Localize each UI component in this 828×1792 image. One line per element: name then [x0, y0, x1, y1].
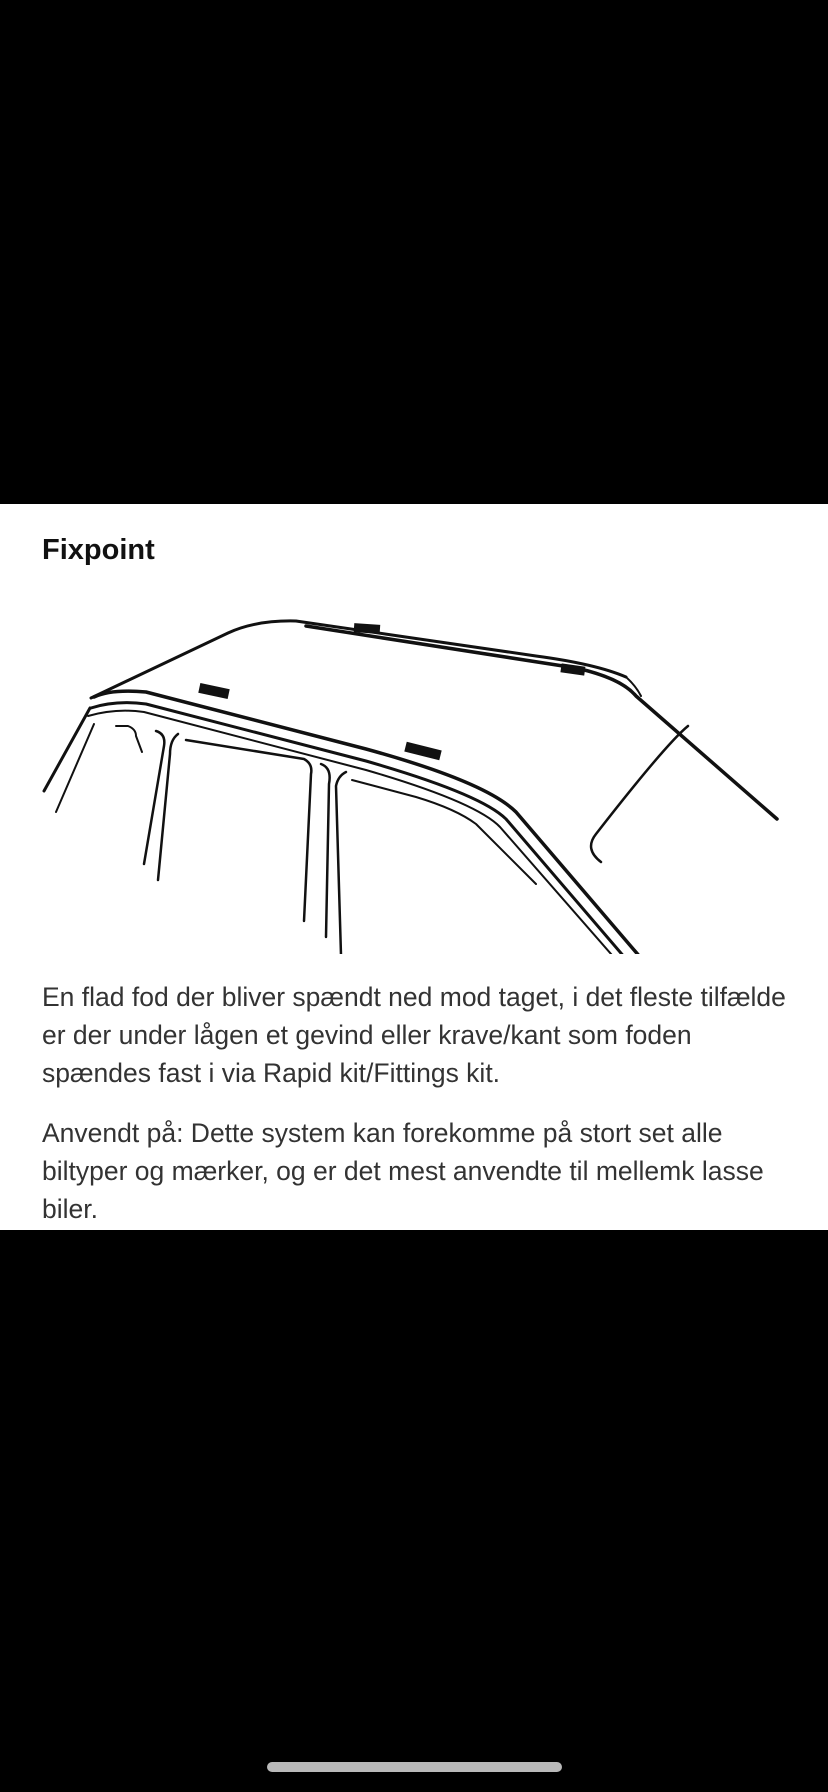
usage-paragraph: Anvendt på: Dette system kan forekomme på stort set alle biltyper og mærker, og er det mest anvendte til mellemk lasse biler. [42, 1118, 764, 1224]
page-title: Fixpoint [42, 534, 155, 566]
car-roof-fixpoint-icon [36, 584, 792, 954]
description-paragraph: En flad fod der bliver spændt ned mod taget, i det fleste tilfælde er der under lågen et gevind eller krave/kant som foden spændes fast i via Rapid kit/Fittings kit. [42, 982, 786, 1088]
content-card [0, 504, 828, 1230]
home-indicator[interactable] [267, 1762, 562, 1772]
